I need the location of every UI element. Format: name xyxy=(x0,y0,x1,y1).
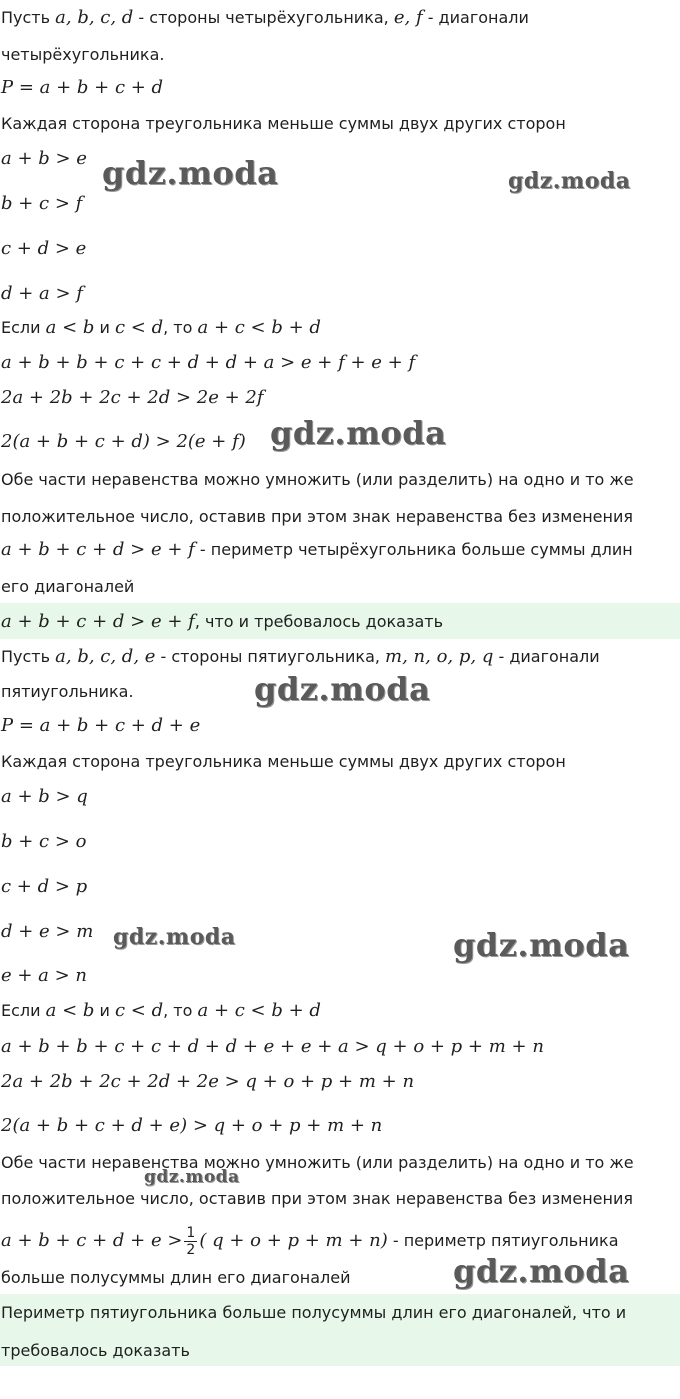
fraction-denominator: 2 xyxy=(186,1242,196,1258)
note-line-1: Обе части неравенства можно умножить (или разделить) на одно и то же xyxy=(1,470,634,489)
text: - стороны четырёхугольника, xyxy=(133,8,394,27)
watermark-logo: gdz.moda xyxy=(508,168,631,194)
triangle-rule-2: Каждая сторона треугольника меньше суммы двух других сторон xyxy=(1,752,566,771)
watermark-logo: gdz.moda xyxy=(144,1167,240,1187)
watermark-logo: gdz.moda xyxy=(102,154,279,192)
inequality-4: d + a > f xyxy=(1,283,83,304)
inequality2-3: c + d > p xyxy=(1,876,88,897)
if-line-2 xyxy=(0,1000,680,1022)
triangle-rule: Каждая сторона треугольника меньше суммы двух других сторон xyxy=(1,114,566,133)
inequality-1: a + b > e xyxy=(1,148,87,169)
text: Пусть xyxy=(1,647,56,666)
text: - стороны пятиугольника, xyxy=(155,647,386,666)
result2-line-2: больше полусуммы длин его диагоналей xyxy=(1,1268,351,1287)
text: , то xyxy=(163,318,198,337)
if-line xyxy=(0,317,680,339)
text: , то xyxy=(163,1001,198,1020)
conclusion2-line-1: Периметр пятиугольника больше полусуммы длин его диагоналей, что и xyxy=(1,1303,627,1322)
inequality2-4: d + e > m xyxy=(1,921,94,942)
sum-line-2: 2a + 2b + 2c + 2d > 2e + 2f xyxy=(1,387,264,408)
text: - периметр четырёхугольника больше суммы длин xyxy=(194,540,633,559)
result-line-2: его диагоналей xyxy=(1,577,135,596)
text: Пусть xyxy=(1,8,56,27)
math: e, f xyxy=(393,7,423,28)
watermark-logo: gdz.moda xyxy=(453,926,630,964)
sum2-line-1: a + b + b + c + c + d + d + e + e + a > q + o + p + m + n xyxy=(1,1036,544,1057)
math: c < d xyxy=(114,317,164,338)
note2-line-2: положительное число, оставив при этом знак неравенства без изменения xyxy=(1,1189,633,1208)
math: a + c < b + d xyxy=(197,1000,321,1021)
math: m, n, o, p, q xyxy=(385,646,494,667)
text: , что и требовалось доказать xyxy=(194,612,444,631)
math: a + b + c + d > e + f xyxy=(1,611,195,632)
text: и xyxy=(94,318,115,337)
inequality2-2: b + c > o xyxy=(1,831,87,852)
inequality-2: b + c > f xyxy=(1,193,83,214)
text: - диагонали xyxy=(422,8,529,27)
math: a, b, c, d, e xyxy=(55,646,156,667)
note-line-2: положительное число, оставив при этом знак неравенства без изменения xyxy=(1,507,633,526)
text: - диагонали xyxy=(493,647,600,666)
inequality-3: c + d > e xyxy=(1,238,87,259)
intro-line-1 xyxy=(0,7,680,29)
watermark-logo: gdz.moda xyxy=(270,414,447,452)
text: и xyxy=(94,1001,115,1020)
text: Если xyxy=(1,1001,46,1020)
perimeter-formula: P = a + b + c + d xyxy=(1,77,164,98)
intro-line-2: четырёхугольника. xyxy=(1,45,165,64)
conclusion2-line-2: требовалось доказать xyxy=(1,1341,190,1360)
perimeter2-formula: P = a + b + c + d + e xyxy=(1,715,201,736)
note2-line-1: Обе части неравенства можно умножить (или разделить) на одно и то же xyxy=(1,1153,634,1172)
sum2-line-2: 2a + 2b + 2c + 2d + 2e > q + o + p + m + n xyxy=(1,1071,415,1092)
watermark-logo: gdz.moda xyxy=(453,1252,630,1290)
watermark-logo: gdz.moda xyxy=(254,670,431,708)
intro2-line-2: пятиугольника. xyxy=(1,682,134,701)
text: Если xyxy=(1,318,46,337)
inequality2-5: e + a > n xyxy=(1,965,88,986)
math: c < d xyxy=(114,1000,164,1021)
sum-line-3: 2(a + b + c + d) > 2(e + f) xyxy=(1,431,246,452)
math: a < b xyxy=(45,1000,95,1021)
text: - периметр пятиугольника xyxy=(387,1231,619,1250)
watermark-logo: gdz.moda xyxy=(113,924,236,950)
fraction-numerator: 1 xyxy=(186,1225,196,1241)
sum2-line-3: 2(a + b + c + d + e) > q + o + p + m + n xyxy=(1,1115,383,1136)
math: a + b + c + d > e + f xyxy=(1,539,195,560)
math: ( q + o + p + m + n) xyxy=(199,1230,388,1251)
math: a + b + c + d + e > xyxy=(1,1230,183,1251)
math: a + c < b + d xyxy=(197,317,321,338)
math: a < b xyxy=(45,317,95,338)
conclusion-1 xyxy=(0,611,680,633)
intro2-line-1 xyxy=(0,646,680,668)
inequality2-1: a + b > q xyxy=(1,786,88,807)
fraction-one-half xyxy=(184,1225,197,1258)
sum-line-1: a + b + b + c + c + d + d + a > e + f + e + f xyxy=(1,352,416,373)
math: a, b, c, d xyxy=(55,7,134,28)
result-line xyxy=(0,539,680,561)
